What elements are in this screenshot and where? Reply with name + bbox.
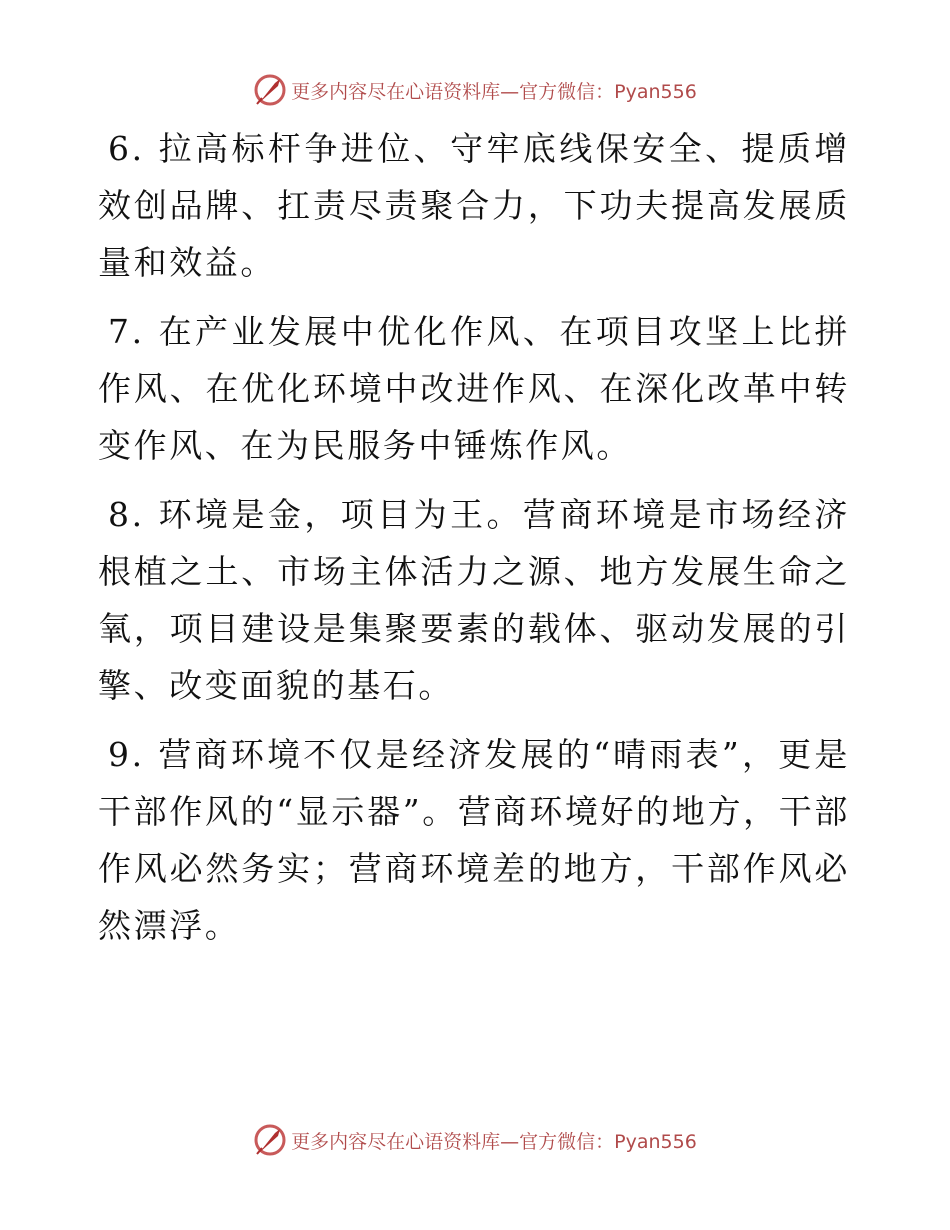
paragraph-6: 6. 拉高标杆争进位、守牢底线保安全、提质增效创品牌、扛责尽责聚合力，下功夫提高发展质量和效益。 <box>98 129 850 282</box>
footer-banner <box>0 1120 950 1160</box>
paragraph-9: 9. 营商环境不仅是经济发展的“晴雨表”，更是干部作风的“显示器”。营商环境好的地方，干部作风必然务实；营商环境差的地方，干部作风必然漂浮。 <box>98 735 850 945</box>
footer-contact-text: —官方微信：Pyan556 <box>500 1130 697 1153</box>
document-body <box>98 120 850 966</box>
header-brand-text: 更多内容尽在心语资料库 <box>291 80 501 103</box>
header-contact-text: —官方微信：Pyan556 <box>500 80 697 103</box>
paragraph-7: 7. 在产业发展中优化作风、在项目攻坚上比拼作风、在优化环境中改进作风、在深化改革中转变作风、在为民服务中锤炼作风。 <box>98 312 850 465</box>
header-banner <box>0 70 950 110</box>
quill-pen-logo-icon <box>253 1123 287 1157</box>
footer-brand-text: 更多内容尽在心语资料库 <box>291 1130 501 1153</box>
quill-pen-logo-icon <box>253 73 287 107</box>
paragraph-8: 8. 环境是金，项目为王。营商环境是市场经济根植之土、市场主体活力之源、地方发展生命之氧，项目建设是集聚要素的载体、驱动发展的引擎、改变面貌的基石。 <box>98 495 850 705</box>
